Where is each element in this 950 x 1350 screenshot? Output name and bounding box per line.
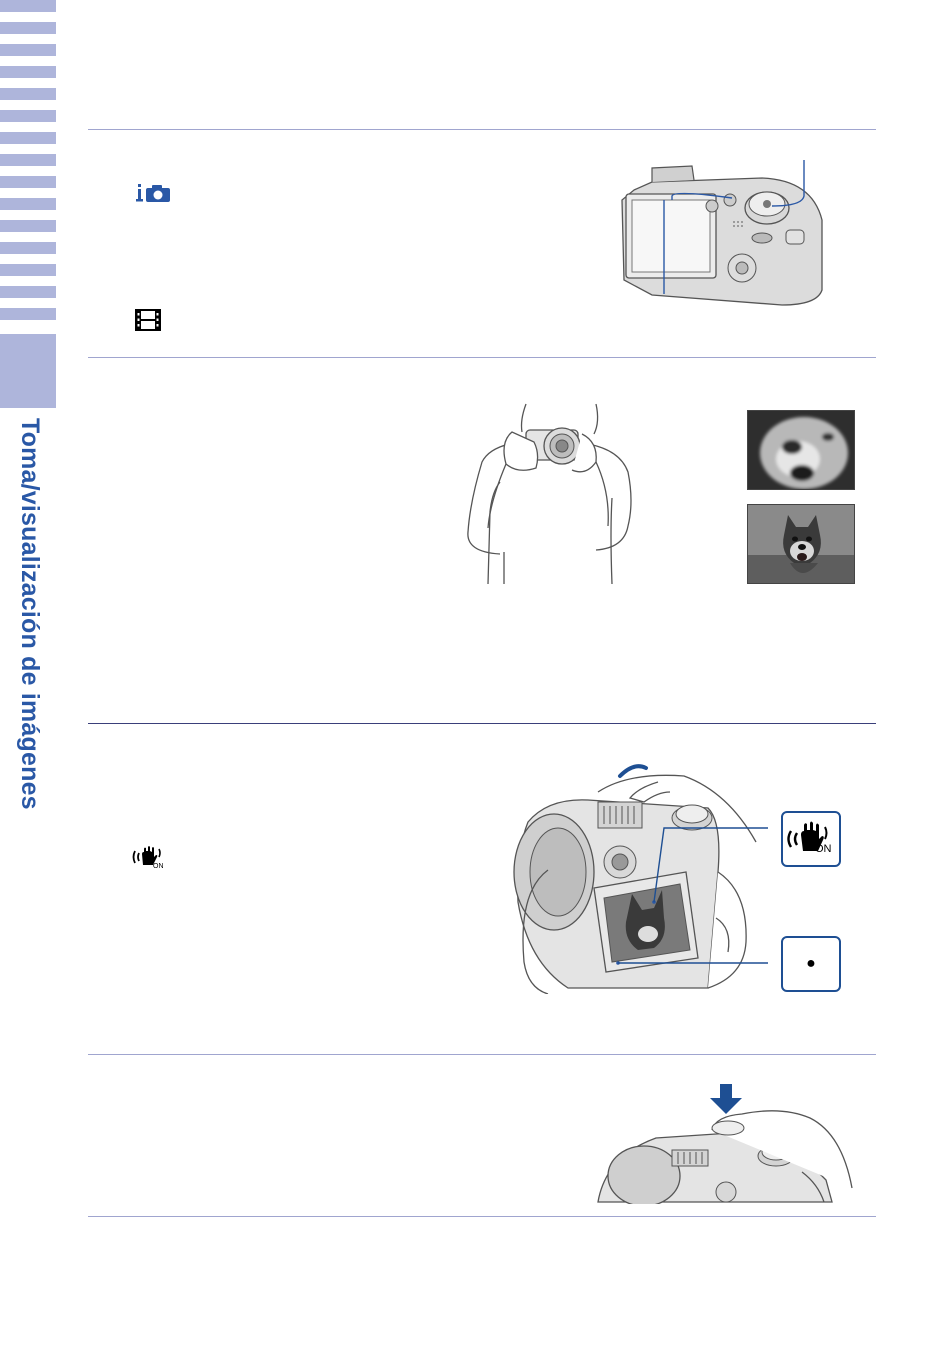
stripe	[0, 220, 56, 232]
steadyshot-icon	[783, 813, 839, 865]
stripe	[0, 198, 56, 210]
section-divider	[88, 723, 876, 724]
stripe	[0, 110, 56, 122]
holding-camera-illustration	[460, 402, 635, 588]
stripe	[0, 66, 56, 78]
stripe	[0, 0, 56, 12]
camera-shooting-illustration	[508, 762, 768, 994]
stripe	[0, 22, 56, 34]
section-divider	[88, 357, 876, 358]
section-title: Toma/visualización de imágenes	[16, 418, 44, 810]
stripe	[0, 44, 56, 56]
steadyshot-callout	[781, 811, 841, 867]
dog-photo-blurred	[747, 410, 855, 490]
stripe	[0, 176, 56, 188]
stripe	[0, 132, 56, 144]
stripe	[0, 264, 56, 276]
section-divider	[88, 1216, 876, 1217]
movie-mode-icon	[135, 309, 161, 331]
stripe	[0, 154, 56, 166]
stripe	[0, 308, 56, 320]
svg-text:ON: ON	[153, 863, 164, 869]
shutter-press-illustration	[596, 1080, 854, 1204]
steadyshot-on-label: ON	[815, 843, 832, 855]
steadyshot-icon	[132, 845, 166, 869]
stripe	[0, 286, 56, 298]
menu-button-callout	[781, 936, 841, 992]
dog-photo-sharp	[747, 504, 855, 584]
stripe	[0, 242, 56, 254]
section-divider	[88, 129, 876, 130]
arrow-down-icon	[710, 1084, 742, 1114]
intelligent-auto-icon	[136, 182, 172, 204]
camera-back-illustration	[612, 160, 830, 310]
menu-dot: ●	[806, 955, 816, 972]
side-tab-active-block[interactable]	[0, 334, 56, 408]
section-divider	[88, 1054, 876, 1055]
stripe	[0, 88, 56, 100]
